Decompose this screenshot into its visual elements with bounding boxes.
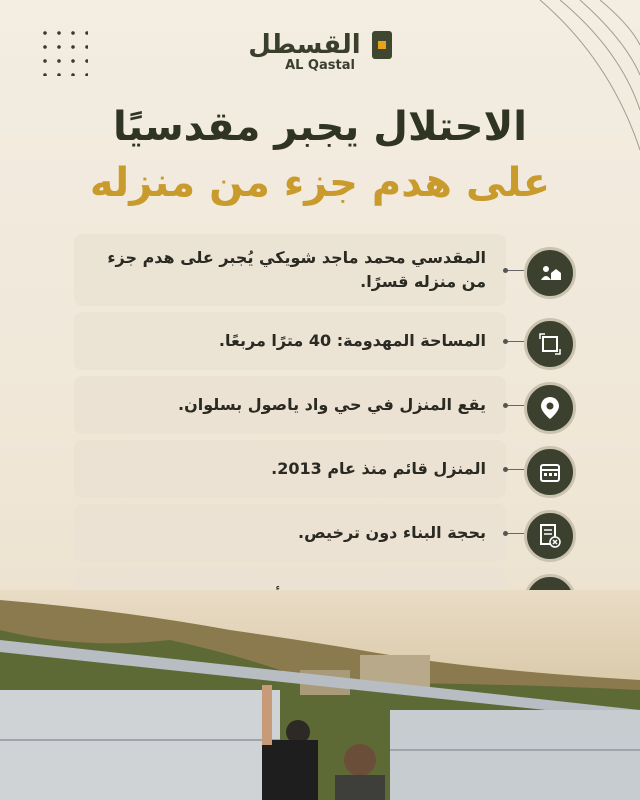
headline-line-2: على هدم جزء من منزله bbox=[89, 160, 551, 206]
area-square-icon bbox=[524, 318, 576, 370]
location-pin-icon bbox=[524, 382, 576, 434]
calendar-icon bbox=[524, 446, 576, 498]
logo-english-text: AL Qastal bbox=[285, 58, 355, 73]
connector-line bbox=[506, 533, 524, 534]
connector-line bbox=[506, 270, 524, 271]
headline-line-1: الاحتلال يجبر مقدسيًا bbox=[113, 104, 527, 150]
fact-card bbox=[74, 312, 506, 370]
fact-text: المساحة المهدومة: 40 مترًا مربعًا. bbox=[218, 331, 486, 350]
fact-row bbox=[74, 312, 584, 370]
fact-text: المنزل قائم منذ عام 2013. bbox=[271, 459, 486, 478]
fact-row bbox=[74, 234, 584, 306]
fact-row bbox=[74, 440, 584, 498]
fact-row bbox=[74, 376, 584, 434]
background-photo bbox=[0, 590, 640, 800]
fact-card bbox=[74, 440, 506, 498]
person-house-icon bbox=[524, 247, 576, 299]
connector-line bbox=[506, 341, 524, 342]
fact-text: بحجة البناء دون ترخيص. bbox=[298, 523, 486, 542]
fact-text: يقع المنزل في حي واد ياصول بسلوان. bbox=[178, 395, 486, 414]
logo-mark-icon bbox=[372, 31, 392, 59]
connector-line bbox=[506, 405, 524, 406]
connector-line bbox=[506, 469, 524, 470]
facts-list bbox=[74, 234, 584, 632]
brand-logo bbox=[0, 30, 640, 73]
fact-card bbox=[74, 504, 506, 562]
fact-card bbox=[74, 376, 506, 434]
logo-arabic-text: القسطل bbox=[248, 30, 361, 60]
fact-card bbox=[74, 234, 506, 306]
fact-text: المقدسي محمد ماجد شويكي يُجبر على هدم جزء من منزله قسرًا. bbox=[107, 248, 486, 291]
fact-row bbox=[74, 504, 584, 562]
document-cancel-icon bbox=[524, 510, 576, 562]
